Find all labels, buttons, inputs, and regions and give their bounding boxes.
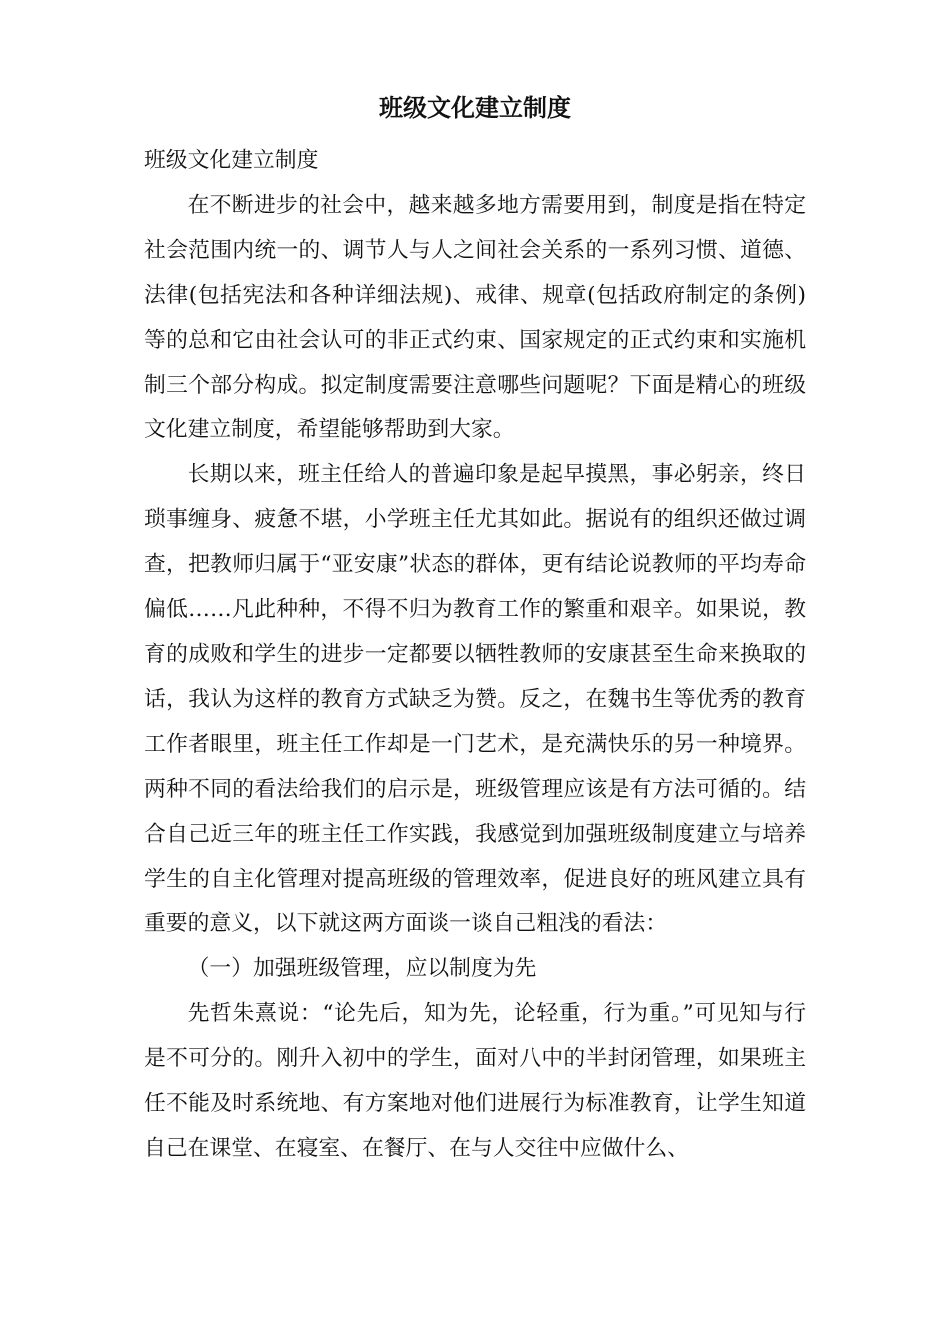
paragraph-intro: 在不断进步的社会中，越来越多地方需要用到，制度是指在特定社会范围内统一的、调节人与人之间社会关系的一系列习惯、道德、法律(包括宪法和各种详细法规)、戒律、规章(包括政府制定的条例)等的总和它由社会认可的非正式约束、国家规定的正式约束和实施机制三个部分构成。拟定制度需要注意哪些问题呢？下面是精心的班级文化建立制度，希望能够帮助到大家。	[144, 192, 806, 443]
paragraph-background: 长期以来，班主任给人的普遍印象是起早摸黑，事必躬亲，终日琐事缠身、疲惫不堪，小学班主任尤其如此。据说有的组织还做过调查，把教师归属于“亚安康”状态的群体，更有结论说教师的平均寿命偏低……凡此种种，不得不归为教育工作的繁重和艰辛。如果说，教育的成败和学生的进步一定都要以牺牲教师的安康甚至生命来换取的话，我认为这样的教育方式缺乏为赞。反之，在魏书生等优秀的教育工作者眼里，班主任工作却是一门艺术，是充满快乐的另一种境界。两种不同的看法给我们的启示是，班级管理应该是有方法可循的。结合自己近三年的班主任工作实践，我感觉到加强班级制度建立与培养学生的自主化管理对提高班级的管理效率，促进良好的班风建立具有重要的意义，以下就这两方面谈一谈自己粗浅的看法：	[144, 462, 806, 937]
paragraph-section-one: 先哲朱熹说：“论先后，知为先，论轻重，行为重。”可见知与行是不可分的。刚升入初中的学生，面对八中的半封闭管理，如果班主任不能及时系统地、有方案地对他们进展行为标准教育，让学生知道自己在课堂、在寝室、在餐厅、在与人交往中应做什么、	[144, 1001, 806, 1161]
document-title: 班级文化建立制度	[379, 93, 571, 122]
document-subtitle: 班级文化建立制度	[144, 148, 319, 173]
document-body	[144, 139, 806, 1172]
section-heading: （一）加强班级管理，应以制度为先	[187, 956, 537, 982]
